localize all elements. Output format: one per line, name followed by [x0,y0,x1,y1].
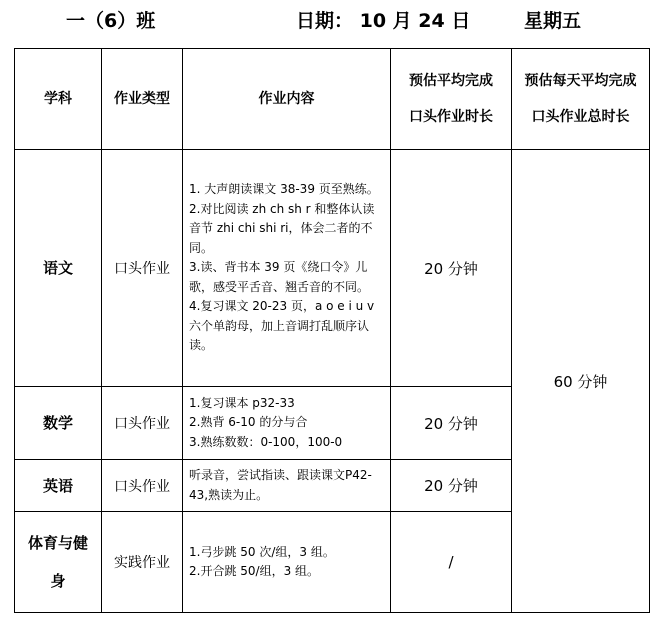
weekday: 星期五 [524,10,582,32]
table-row [15,150,650,387]
class-name: 一（6）班 [66,10,156,32]
content-item: 3.读、背书本 39 页《绕口令》儿歌，感受平舌音、翘舌音的不同。 [189,260,370,294]
content-cell [183,150,391,387]
time-cell: 20 分钟 [391,387,512,460]
header-subject: 学科 [15,49,102,150]
content-item: 2.熟背 6-10 的分与合 [189,415,308,430]
type-cell: 口头作业 [102,150,183,387]
daily-total-cell: 60 分钟 [512,150,650,613]
subject-pe-line1: 体育与健 [27,534,88,552]
subject-math: 数学 [15,387,102,460]
content-cell [183,512,391,613]
content-item: 听录音，尝试指读、跟读课文P42-43,熟读为止。 [189,468,372,502]
content-item: 2.开合跳 50/组，3 组。 [189,564,320,578]
content-item: 1. 大声朗读课文 38-39 页至熟练。 [189,182,379,197]
type-cell: 实践作业 [102,512,183,613]
content-cell [183,387,391,460]
subject-pe [15,512,102,613]
subject-pe-line2: 身 [50,572,66,590]
header-daily-total-line2: 口头作业总时长 [531,109,630,125]
date: 日期： 10 月 24 日 [296,10,471,32]
header-avg-time-line1: 预估平均完成 [409,73,493,89]
header-type: 作业类型 [102,49,183,150]
type-cell: 口头作业 [102,460,183,512]
header-daily-total [512,49,650,150]
header-avg-time [391,49,512,150]
time-cell: / [391,512,512,613]
header-avg-time-line2: 口头作业时长 [409,109,493,125]
header-daily-total-line1: 预估每天平均完成 [524,73,637,89]
type-cell: 口头作业 [102,387,183,460]
homework-table [14,48,650,613]
header-row [15,49,650,150]
subject-english: 英语 [15,460,102,512]
content-item: 4.复习课文 20-23 页，a o e i u v六个单韵母，加上音调打乱顺序认读。 [189,299,375,353]
time-cell: 20 分钟 [391,150,512,387]
content-item: 2.对比阅读 zh ch sh r 和整体认读音节 zhi chi shi ri，体会二者的不同。 [189,201,375,255]
header-content: 作业内容 [183,49,391,150]
content-item: 3.熟练数数：0-100，100-0 [189,434,343,449]
content-item: 1.弓步跳 50 次/组，3 组。 [189,544,335,559]
content-cell [183,460,391,512]
page-header [0,6,662,34]
content-item: 1.复习课本 p32-33 [189,395,295,410]
subject-chinese: 语文 [15,150,102,387]
time-cell: 20 分钟 [391,460,512,512]
